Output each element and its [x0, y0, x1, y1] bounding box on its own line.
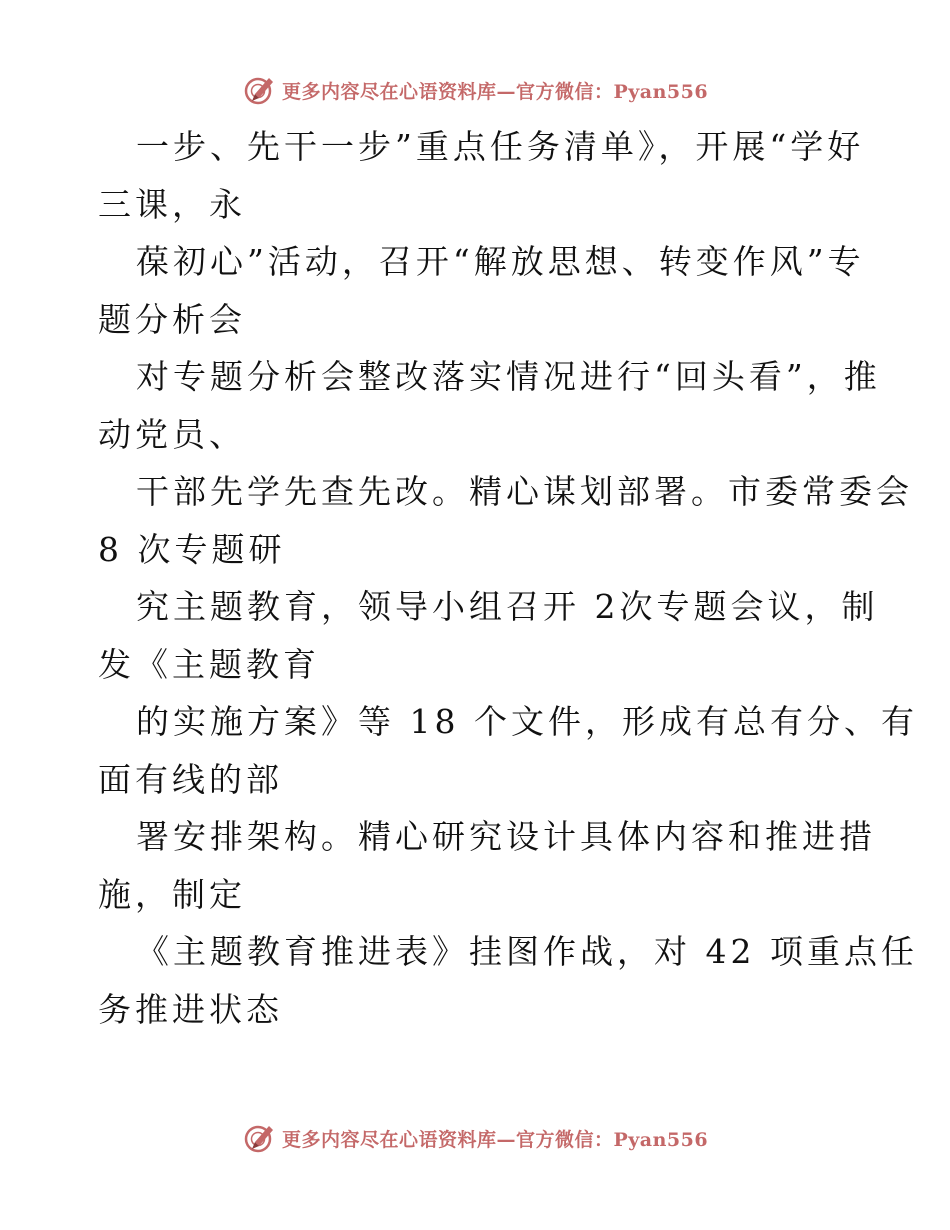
text-line: 题分析会: [98, 299, 246, 339]
pen-nib-logo-icon: [242, 73, 276, 107]
text-line: 干部先学先查先改。精心谋划部署。市委常委会: [136, 472, 913, 511]
pen-nib-logo-icon: [242, 1121, 276, 1155]
document-body: [98, 118, 918, 1038]
header-watermark: [0, 70, 950, 110]
text-line: 8 次专题研: [98, 529, 286, 569]
watermark-text: 更多内容尽在心语资料库—官方微信：Pyan556: [281, 1128, 709, 1151]
text-line: 对专题分析会整改落实情况进行“回头看”，推: [136, 357, 881, 396]
text-line: 一步、先干一步”重点任务清单》，开展“学好: [136, 127, 865, 166]
text-line: 的实施方案》等 18 个文件，形成有总有分、有: [136, 702, 918, 741]
text-line: 面有线的部: [98, 759, 283, 799]
text-line: 《主题教育推进表》挂图作战，对 42 项重点任: [136, 932, 918, 971]
text-line: 动党员、: [98, 414, 246, 454]
text-line: 葆初心”活动，召开“解放思想、转变作风”专: [136, 242, 865, 281]
footer-watermark: [0, 1118, 950, 1158]
text-line: 发《主题教育: [98, 644, 320, 684]
watermark-text: 更多内容尽在心语资料库—官方微信：Pyan556: [281, 80, 709, 103]
text-line: 究主题教育，领导小组召开 2次专题会议，制: [136, 587, 879, 626]
text-line: 务推进状态: [98, 989, 283, 1029]
text-line: 施，制定: [98, 874, 246, 914]
text-line: 署安排架构。精心研究设计具体内容和推进措: [136, 817, 876, 856]
text-line: 三课，永: [98, 184, 246, 224]
